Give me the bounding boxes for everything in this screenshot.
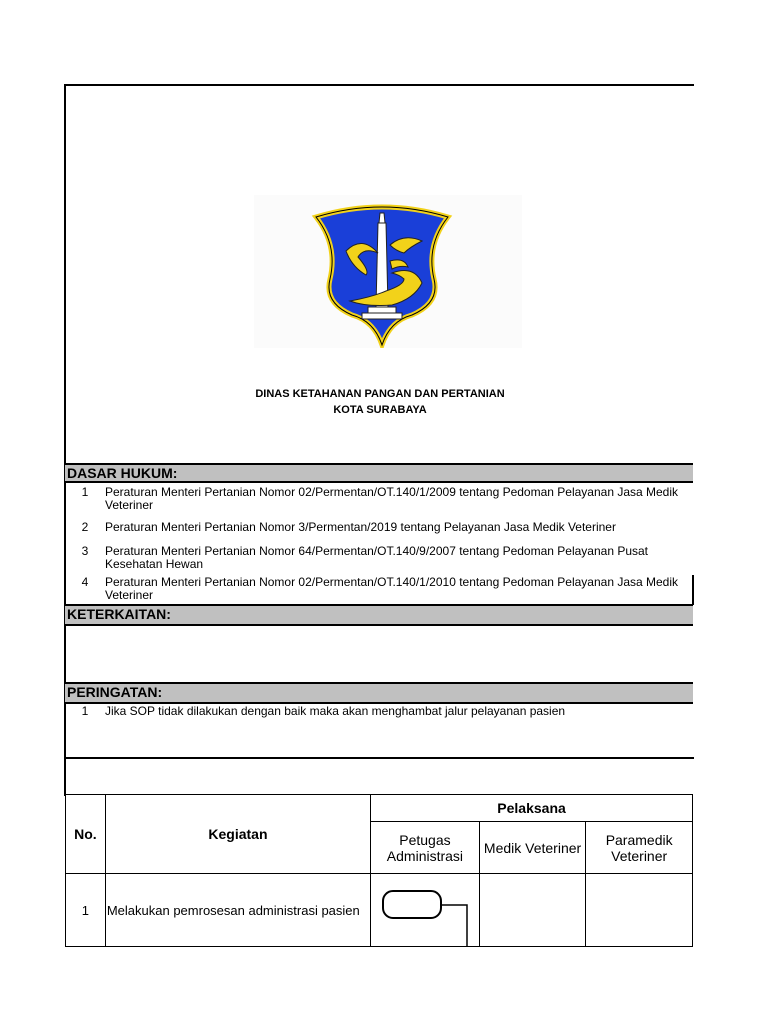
- row-number: 1: [66, 874, 106, 947]
- law-cell-right-border: [692, 575, 694, 605]
- agency-name-line1: DINAS KETAHANAN PANGAN DAN PERTANIAN: [255, 388, 505, 400]
- peringatan-bottom-border: [64, 757, 694, 759]
- law-item-number: 2: [81, 520, 89, 534]
- flow-cell-paramedik-veteriner: [586, 874, 693, 947]
- section-peringatan-heading: PERINGATAN:: [65, 682, 693, 704]
- law-item-number: 4: [81, 575, 89, 589]
- law-item-number: 3: [81, 544, 89, 558]
- table-header-petugas-administrasi: Petugas Administrasi: [371, 822, 480, 874]
- table-row: [66, 874, 693, 947]
- flow-cell-petugas-administrasi: [371, 874, 480, 947]
- agency-name-line2: KOTA SURABAYA: [333, 404, 427, 416]
- law-item-text: Peraturan Menteri Pertanian Nomor 02/Permentan/OT.140/1/2009 tentang Pedoman Pelayanan Jasa Medik Veteriner: [105, 485, 679, 512]
- law-item-number: 1: [81, 485, 89, 499]
- law-item-text: Peraturan Menteri Pertanian Nomor 3/Permentan/2019 tentang Pelayanan Jasa Medik Veteriner: [105, 520, 616, 534]
- table-header-medik-veteriner: Medik Veteriner: [479, 822, 586, 874]
- warning-item-text: Jika SOP tidak dilakukan dengan baik maka akan menghambat jalur pelayanan pasien: [105, 704, 566, 718]
- law-item-text: Peraturan Menteri Pertanian Nomor 64/Permentan/OT.140/9/2007 tentang Pedoman Pelayanan Pusat Kesehatan Hewan: [105, 544, 649, 571]
- table-header-kegiatan: Kegiatan: [105, 795, 370, 874]
- frame-top-border: [64, 84, 694, 86]
- table-header-pelaksana: Pelaksana: [371, 795, 693, 822]
- warning-item-number: 1: [81, 704, 89, 718]
- row-kegiatan: Melakukan pemrosesan administrasi pasien: [105, 874, 370, 947]
- table-header-no: No.: [66, 795, 106, 874]
- section-dasar-hukum-heading: DASAR HUKUM:: [65, 463, 693, 483]
- sop-table: [65, 794, 693, 947]
- section-keterkaitan-heading: KETERKAITAN:: [65, 604, 693, 626]
- law-item-text: Peraturan Menteri Pertanian Nomor 02/Permentan/OT.140/1/2010 tentang Pedoman Pelayanan Jasa Medik Veteriner: [105, 575, 679, 602]
- flowchart-start-terminator: [371, 874, 479, 947]
- flow-cell-medik-veteriner: [479, 874, 586, 947]
- table-header-paramedik-veteriner: Paramedik Veteriner: [586, 822, 693, 874]
- surabaya-city-emblem-icon: [254, 195, 522, 348]
